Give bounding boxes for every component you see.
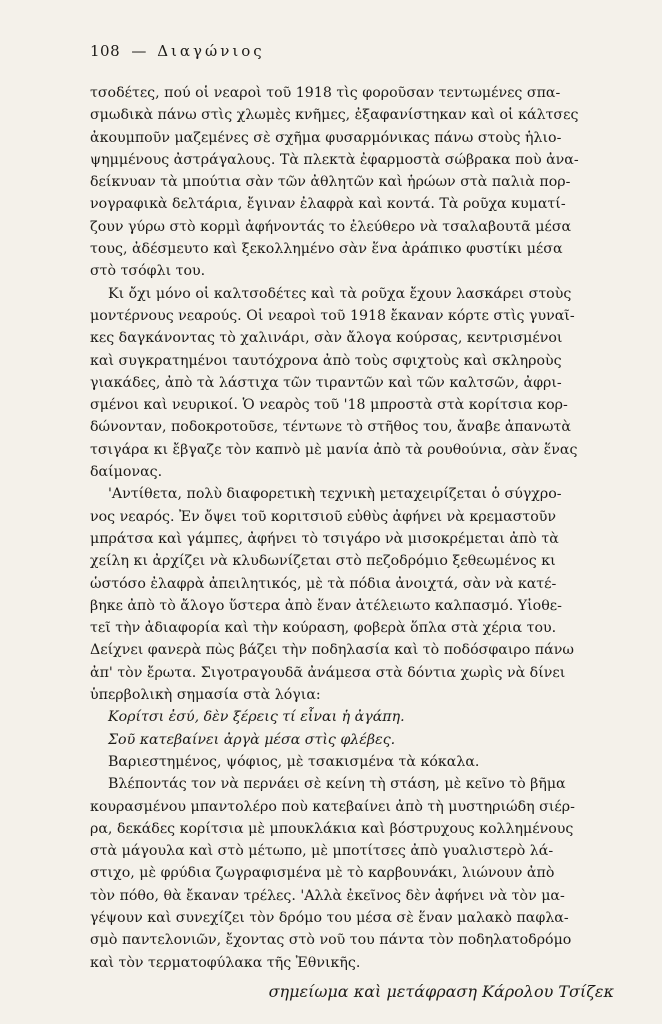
running-head (90, 40, 614, 62)
translator-credit: σημείωμα καὶ μετάφραση Κάρολου Τσίζεκ (268, 981, 614, 1001)
text-line: Δείχνει φανερὰ πὼς βάζει τὴν ποδηλασία καὶ τὸ ποδόσφαιρο πάνω (90, 642, 574, 659)
text-line: ψημμένους ἀστράγαλους. Τὰ πλεκτὰ ἐφαρμοστὰ σώβρακα ποὺ ἀνα- (90, 151, 579, 168)
text-line: γιακάδες, ἀπὸ τὰ λάστιχα τῶν τιραντῶν καὶ τῶν καλτσῶν, ἀφρι- (90, 374, 562, 391)
text-line: δώνονταν, ποδοκροτοῦσε, τέντωνε τὸ στῆθος του, ἄναβε ἀπανωτὰ (90, 419, 571, 436)
text-line: τσοδέτες, πού οἱ νεαροὶ τοῦ 1918 τὶς φοροῦσαν τεντωμένες σπα- (90, 85, 561, 101)
text-line: Βαριεστημένος, ψόφιος, μὲ τσακισμένα τὰ κόκαλα. (108, 753, 480, 770)
text-line: Κορίτσι ἐσύ, δὲν ξέρεις τί εἶναι ἡ ἀγάπη. (108, 709, 405, 726)
text-line: σμὸ παντελονιῶν, ἔχοντας στὸ νοῦ του πάντα τὸν ποδηλατοδρόμο (90, 932, 572, 949)
text-line: τους, ἀδέσμευτο καὶ ξεκολλημένο σὰν ἕνα ἀράπικο φυστίκι μέσα (90, 241, 563, 258)
text-line: ὑπερβολικὴ σημασία στὰ λόγια: (90, 687, 321, 704)
text-line: νος νεαρός. Ἐν ὄψει τοῦ κοριτσιοῦ εὐθὺς ἀφήνει νὰ κρεμαστοῦν (90, 508, 557, 525)
text-line: χείλη κι ἀρχίζει νὰ κλυδωνίζεται στὸ πεζοδρόμιο ξεθεωμένος κι (90, 553, 556, 570)
text-line: ρα, δεκάδες κορίτσια μὲ μπουκλάκια καὶ βόστρυχους κολλημένους (90, 820, 574, 837)
text-line: ζουν γύρω στὸ κορμὶ ἀφήνοντάς το ἐλεύθερο νὰ τσαλαβουτᾶ μέσα (90, 218, 572, 235)
text-line: μοντέρνους νεαρούς. Οἱ νεαροὶ τοῦ 1918 ἔκαναν κόρτε στὶς γυναῖ- (90, 307, 575, 324)
text-line: Βλέποντάς τον νὰ περνάει σὲ κείνη τὴ στάση, μὲ κεῖνο τὸ βῆμα (108, 776, 566, 793)
text-line: δαίμονας. (90, 464, 163, 481)
text-line: ὡστόσο ἐλαφρὰ ἀπειλητικός, μὲ τὰ πόδια ἀνοιχτά, σὰν νὰ κατέ- (90, 575, 557, 592)
text-line: στὸ τσόφλι του. (90, 263, 206, 280)
text-line: μπράτσα καὶ γάμπες, ἀφήνει τὸ τσιγάρο νὰ μισοκρέμεται ἀπὸ τὰ (90, 530, 559, 547)
text-line: ἀπ' τὸν ἔρωτα. Σιγοτραγουδᾶ ἀνάμεσα στὰ δόντια χωρὶς νὰ δίνει (90, 664, 566, 681)
journal-title: — Διαγώνιος (131, 42, 265, 60)
text-line: τσιγάρα κι ἔβγαζε τὸν καπνὸ μὲ μανία ἀπὸ τὰ ρουθούνια, σὰν ἕνας (90, 441, 578, 458)
text-line: σμωδικὰ πάνω στὶς χλωμὲς κνῆμες, ἐξαφανίστηκαν καὶ οἱ κάλτσες (90, 107, 579, 124)
page-number: 108 (90, 42, 121, 60)
text-line: κουρασμένου μπαντολέρο ποὺ κατεβαίνει ἀπὸ τὴ μυστηριώδη σιέρ- (90, 798, 575, 815)
text-line: στὰ μάγουλα καὶ στὸ μέτωπο, μὲ μποτίτσες ἀπὸ γυαλιστερὸ λά- (90, 843, 554, 860)
text-line: 'Αντίθετα, πολὺ διαφορετικὴ τεχνικὴ μεταχειρίζεται ὁ σύγχρο- (108, 486, 562, 503)
text-line: καὶ τὸν τερματοφύλακα τῆς Ἐθνικῆς. (90, 954, 361, 971)
text-line: κες δαγκάνοντας τὸ χαλινάρι, σὰν ἄλογα κούρσας, κεντρισμένοι (90, 330, 563, 347)
text-line: τὸν πόθο, θὰ ἔκαναν τρέλες. 'Αλλὰ ἐκεῖνος δὲν ἀφήνει νὰ τὸν μα- (90, 887, 565, 904)
text-line: σμένοι καὶ νευρικοί. Ὁ νεαρὸς τοῦ '18 μπροστὰ στὰ κορίτσια κορ- (90, 397, 568, 414)
text-line: νογραφικὰ δελτάρια, ἔγιναν ἐλαφρὰ καὶ κοντά. Τὰ ροῦχα κυματί- (90, 196, 566, 213)
text-line: τεῖ τὴν ἀδιαφορία καὶ τὴν κούραση, φοβερὰ ὅπλα στὰ χέρια του. (90, 620, 557, 637)
text-line: Κι ὄχι μόνο οἱ καλτσοδέτες καὶ τὰ ροῦχα ἔχουν λασκάρει στοὺς (108, 285, 572, 302)
text-line: καὶ συγκρατημένοι ταυτόχρονα ἀπὸ τοὺς σφιχτοὺς καὶ σκληροὺς (90, 352, 562, 369)
article-body (90, 82, 614, 974)
text-line: δείκνυαν τὰ μπούτια σὰν τῶν ἀθλητῶν καὶ ἡρώων στὰ παλιὰ πορ- (90, 174, 571, 191)
text-line: βηκε ἀπὸ τὸ ἄλογο ὕστερα ἀπὸ ἕναν ἀτέλειωτο καλπασμό. Υἱοθε- (90, 597, 562, 614)
text-line: ἀκουμποῦν μαζεμένες σὲ σχῆμα φυσαρμόνικας πάνω στοὺς ἡλιο- (90, 129, 562, 146)
text-line: Σοῦ κατεβαίνει ἀργὰ μέσα στὶς φλέβες. (108, 731, 396, 748)
text-line: στιχο, μὲ φρύδια ζωγραφισμένα μὲ τὸ καρβουνάκι, λιώνουν ἀπὸ (90, 865, 555, 882)
text-line: γέψουν καὶ συνεχίζει τὸν δρόμο του μέσα σὲ ἕναν μαλακὸ παφλα- (90, 909, 569, 926)
